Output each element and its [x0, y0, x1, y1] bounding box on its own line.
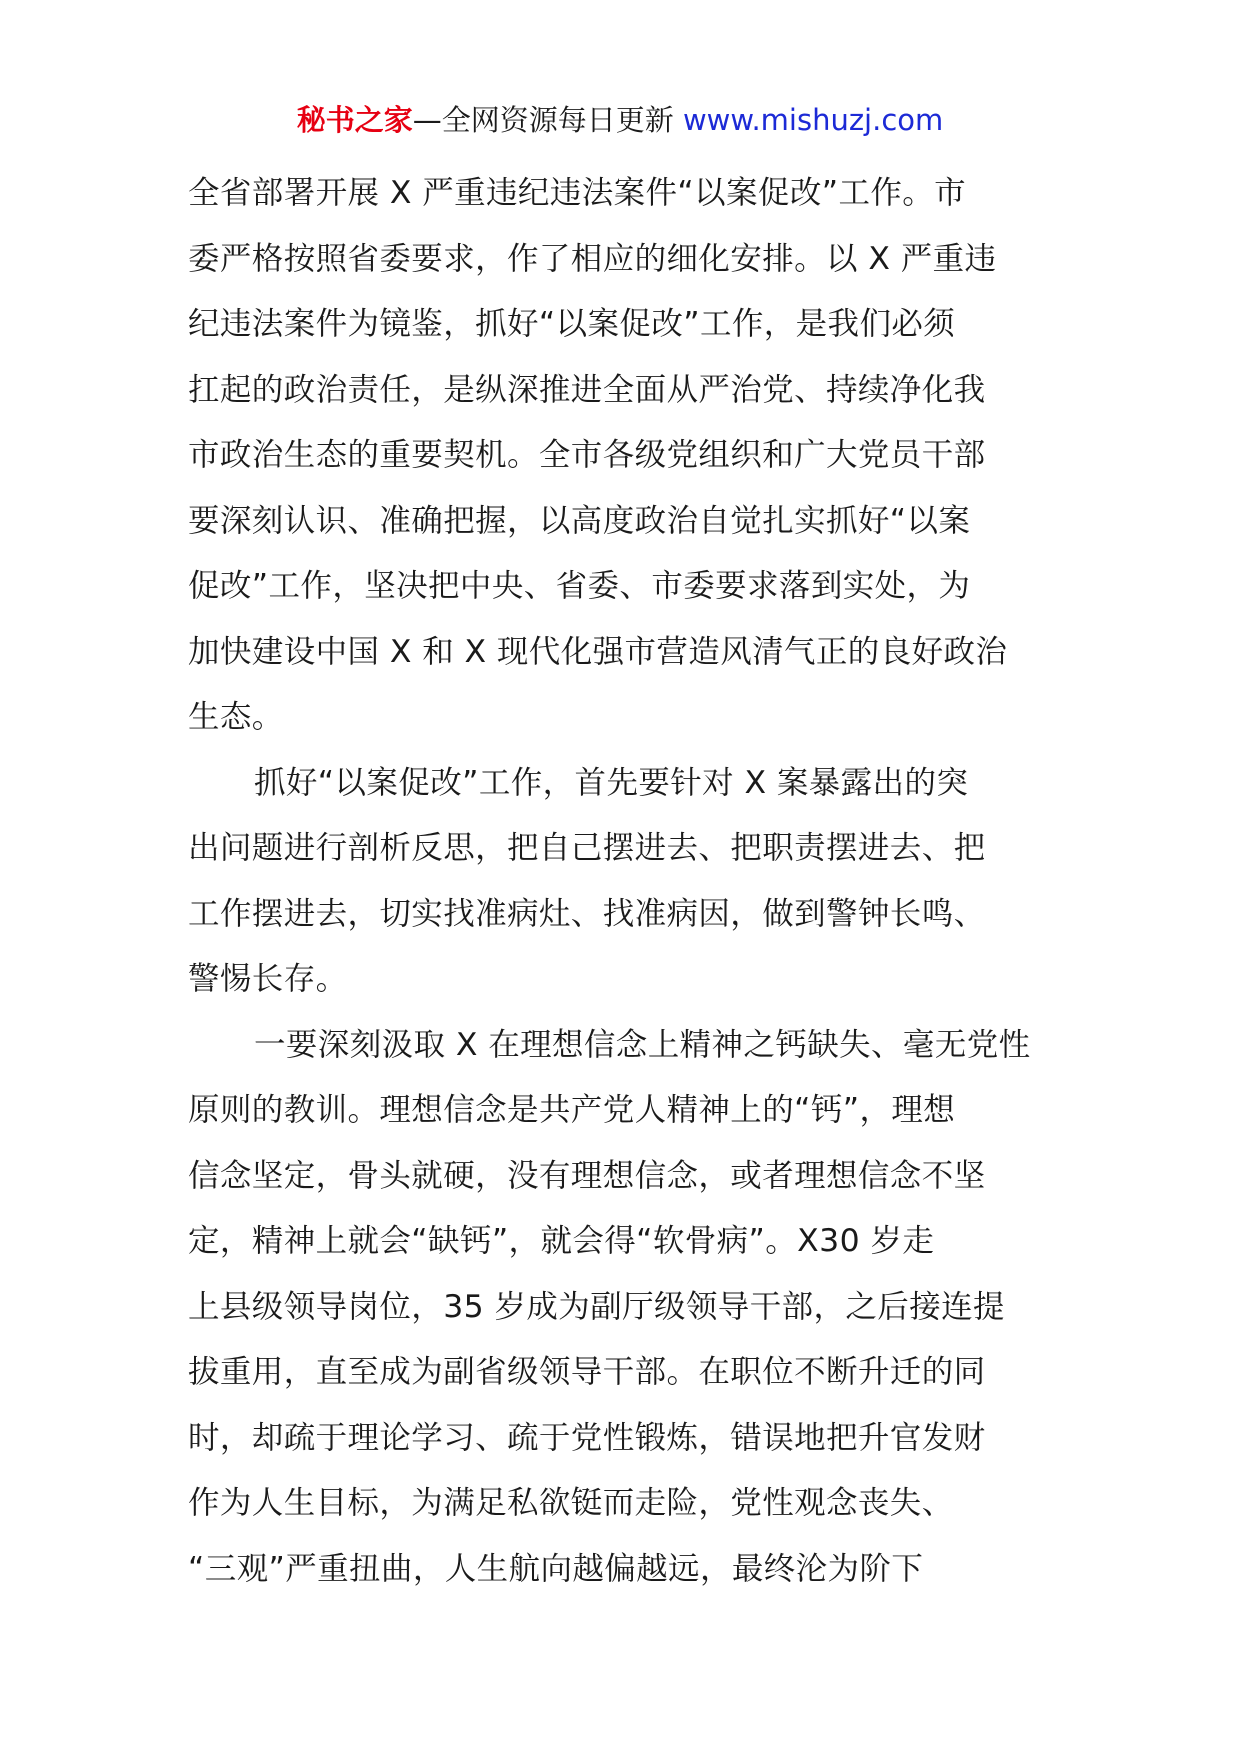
body-line: 原则的教训。理想信念是共产党人精神上的“钙”，理想 [188, 1092, 956, 1128]
body-line: 信念坚定，骨头就硬，没有理想信念，或者理想信念不坚 [188, 1157, 986, 1194]
body-line: 生态。 [188, 699, 284, 735]
body-line: 拔重用，直至成为副省级领导干部。在职位不断升迁的同 [188, 1354, 986, 1390]
body-line: 委严格按照省委要求，作了相应的细化安排。以 X 严重违 [188, 240, 997, 277]
body-line: 全省部署开展 X 严重违纪违法案件“以案促改”工作。市 [188, 175, 967, 211]
body-line: 市政治生态的重要契机。全市各级党组织和广大党员干部 [188, 437, 986, 473]
body-line: “三观”严重扭曲，人生航向越偏越远，最终沦为阶下 [188, 1550, 924, 1587]
body-line: 警惕长存。 [188, 961, 348, 997]
page-header [0, 100, 1240, 140]
body-line: 上县级领导岗位，35 岁成为副厅级领导干部，之后接连提 [188, 1288, 1005, 1325]
brand-name: 秘书之家 [296, 103, 413, 137]
body-line: 纪违法案件为镜鉴，抓好“以案促改”工作，是我们必须 [188, 306, 956, 342]
body-line: 要深刻认识、准确把握，以高度政治自觉扎实抓好“以案 [188, 502, 971, 539]
body-line: 扛起的政治责任，是纵深推进全面从严治党、持续净化我 [188, 371, 986, 408]
body-line: 出问题进行剖析反思，把自己摆进去、把职责摆进去、把 [188, 830, 986, 866]
body-line: 时，却疏于理论学习、疏于党性锻炼，错误地把升官发财 [188, 1419, 986, 1456]
body-line: 工作摆进去，切实找准病灶、找准病因，做到警钟长鸣、 [188, 895, 986, 932]
body-line: 作为人生目标，为满足私欲铤而走险，党性观念丧失、 [188, 1485, 954, 1521]
body-line: 定，精神上就会“缺钙”，就会得“软骨病”。X30 岁走 [188, 1223, 935, 1259]
body-line: 促改”工作，坚决把中央、省委、市委要求落到实处，为 [188, 568, 971, 604]
header-tagline: —全网资源每日更新 [412, 103, 683, 137]
body-line: 加快建设中国 X 和 X 现代化强市营造风清气正的良好政治 [188, 633, 1008, 670]
document-body [188, 161, 1058, 1602]
paragraph-start-line: 抓好“以案促改”工作，首先要针对 X 案暴露出的突 [254, 764, 969, 801]
paragraph-start-line: 一要深刻汲取 X 在理想信念上精神之钙缺失、毫无党性 [254, 1026, 1031, 1063]
site-url-link[interactable]: www.mishuzj.com [682, 103, 944, 137]
